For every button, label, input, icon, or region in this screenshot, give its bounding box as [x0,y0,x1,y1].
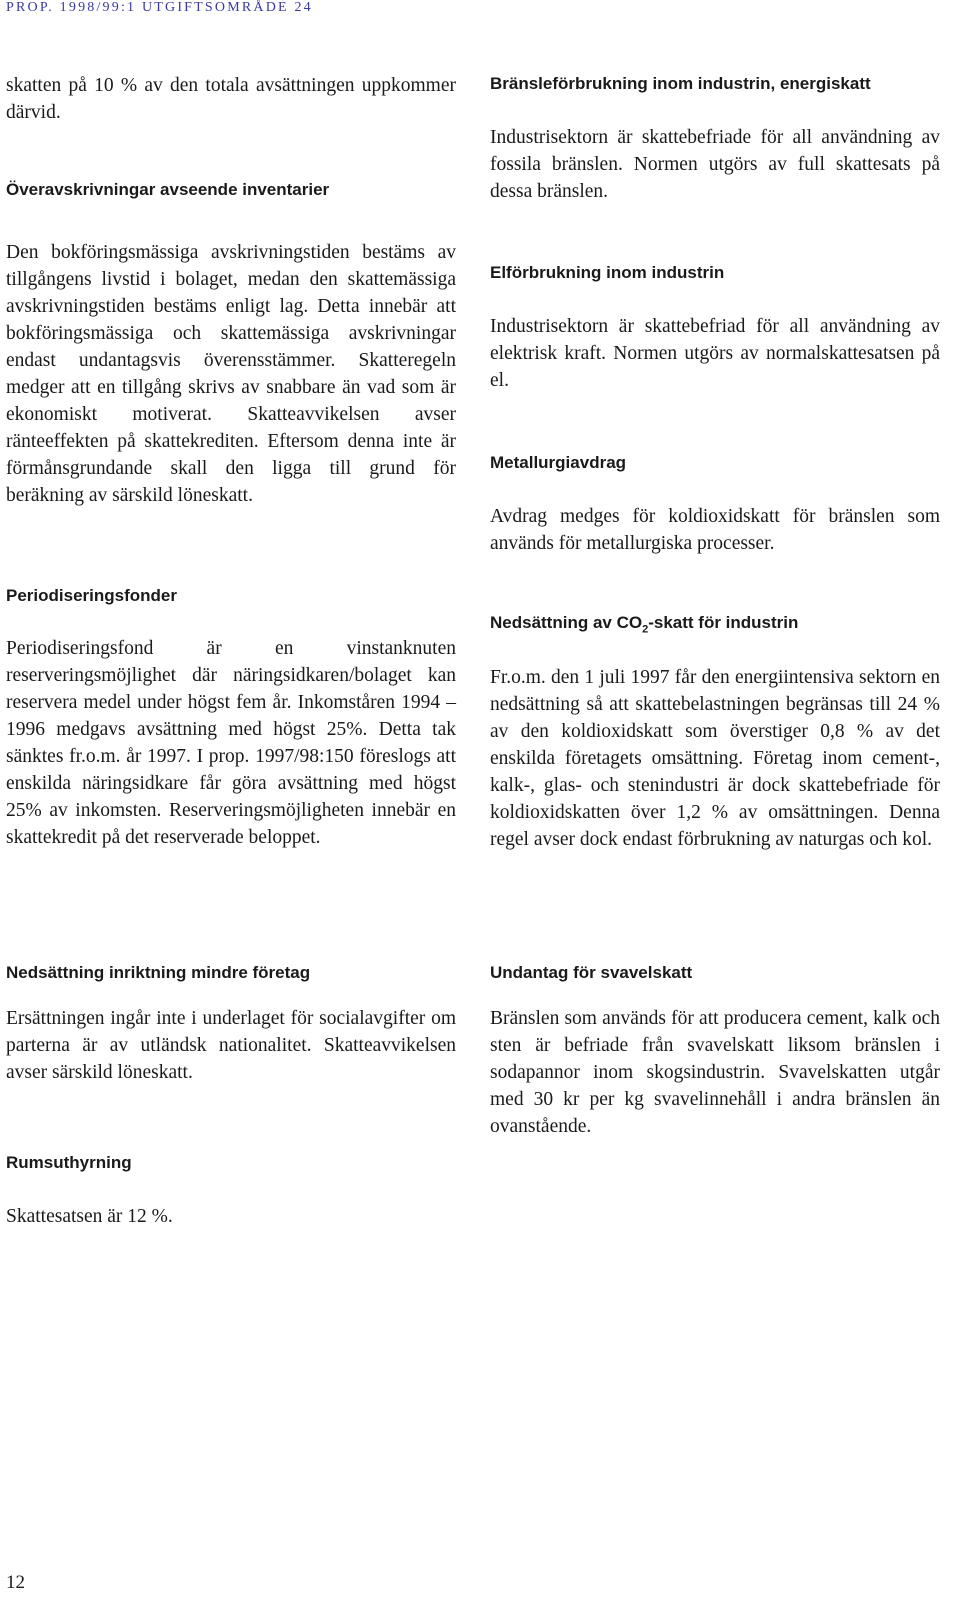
intro-paragraph [6,72,456,126]
section-rumsuthyrning [6,1153,456,1230]
running-head: PROP. 1998/99:1 UTGIFTSOMRÅDE 24 [6,0,313,15]
section-heading: Bränsleförbrukning inom industrin, energiskatt [490,74,871,93]
section-heading: Undantag för svavelskatt [490,963,693,982]
section-heading [490,613,940,635]
section-heading: Rumsuthyrning [6,1153,132,1172]
section-periodiseringsfonder [6,586,456,851]
section-co2-nedsattning [490,613,940,853]
section-text: Industrisektorn är skattebefriad för all användning av elektrisk kraft. Normen utgörs av normalskattesatsen på el. [490,316,940,391]
section-heading: Nedsättning inriktning mindre företag [6,963,311,982]
section-text: Den bokföringsmässiga avskrivningstiden bestäms av tillgångens livstid i bolaget, medan den skattemässiga avskrivningstiden bestäms enligt lag. Detta innebär att bokföringsmässiga och skattemässiga avskrivningar endast undantagsvis överensstämmer. Skatteregeln medger att en tillgång skrivs av snabbare än vad som är ekonomiskt motiverat. Skatteavvikelsen avser ränteeffekten på skattekrediten. Eftersom denna inte är förmånsgrundande skall den ligga till grund för beräkning av särskild löneskatt. [6,242,456,506]
section-bransleforbrukning [490,74,940,205]
section-text: Bränslen som används för att producera cement, kalk och sten är befriade från svavelskatt liksom bränslen i sodapannor inom skogsindustrin. Svavelskatten utgår med 30 kr per kg svavelinnehåll i andra bränslen än ovanstående. [490,1008,940,1137]
subscript-2: 2 [642,623,649,636]
section-metallurgiavdrag [490,453,940,557]
section-heading: Elförbrukning inom industrin [490,263,725,282]
heading-part: -skatt för industrin [648,613,799,632]
section-heading: Överavskrivningar avseende inventarier [6,180,330,199]
section-nedsattning-foretag [6,963,456,1086]
section-text: Skattesatsen är 12 %. [6,1206,173,1227]
section-inventarier [6,180,456,509]
intro-text: skatten på 10 % av den totala avsättningen uppkommer därvid. [6,75,456,123]
section-text: Fr.o.m. den 1 juli 1997 får den energiintensiva sektorn en nedsättning så att skattebelastningen begränsas till 24 % av den koldioxidskatt som överstiger 0,8 % av det enskilda företagets omsättning. Företag inom cement-, kalk-, glas- och stenindustri är dock skattebefriade för koldioxidskatten över 1,2 % av omsättningen. Denna regel avser dock endast förbrukning av naturgas och kol. [490,667,940,851]
section-heading: Periodiseringsfonder [6,586,177,605]
section-text: Avdrag medges för koldioxidskatt för bränslen som används för metallurgiska processer. [490,506,940,554]
section-text: Periodiseringsfond är en vinstanknuten reserveringsmöjlighet där näringsidkaren/bolaget kan reservera medel under högst fem år. Inkomståren 1994 – 1996 medgavs avsättning med högst 25%. Detta tak sänktes fr.o.m. år 1997. I prop. 1997/98:150 föreslogs att enskilda näringsidkare får göra avsättning med högst 25% av inkomsten. Reserveringsmöjligheten innebär en skattekredit på det reserverade beloppet. [6,638,456,848]
section-svavelskatt [490,963,940,1140]
heading-part: Nedsättning av CO [490,613,643,632]
section-text: Industrisektorn är skattebefriade för all användning av fossila bränslen. Normen utgörs av full skattesats på dessa bränslen. [490,127,940,202]
section-heading: Metallurgiavdrag [490,453,627,472]
section-elforbrukning [490,263,940,394]
page-number: 12 [6,1572,25,1593]
section-text: Ersättningen ingår inte i underlaget för socialavgifter om parterna är av utländsk nationalitet. Skatteavvikelsen avser särskild löneskatt. [6,1008,456,1083]
